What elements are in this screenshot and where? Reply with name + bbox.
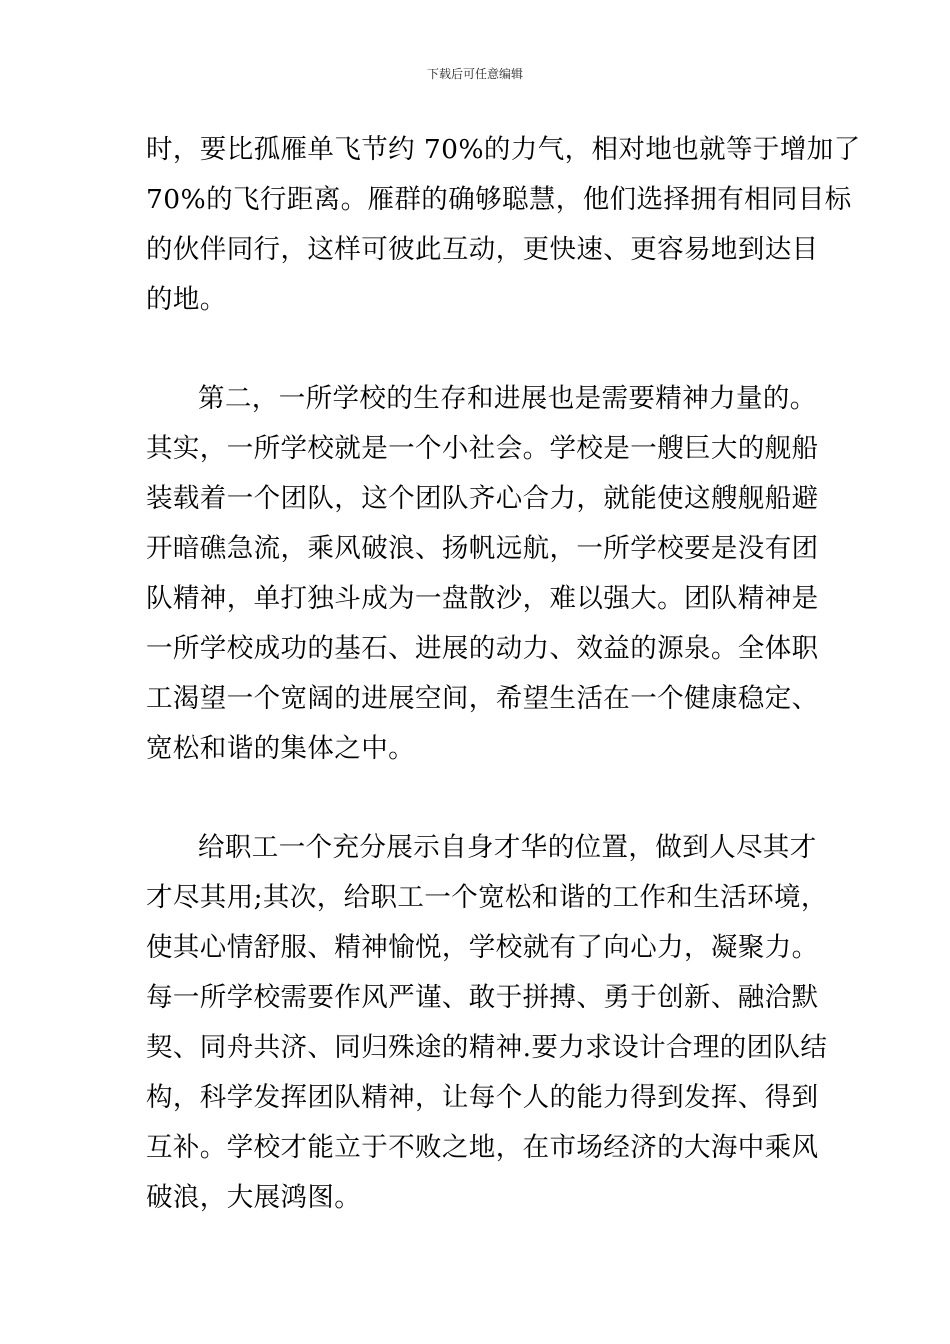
text-line: 开暗礁急流，乘风破浪、扬帆远航，一所学校要是没有团	[146, 533, 819, 564]
text-line: 才尽其用;其次，给职工一个宽松和谐的工作和生活环境，	[146, 882, 828, 913]
page-header-note: 下载后可任意编辑	[426, 67, 523, 81]
text-line: 的地。	[146, 284, 227, 315]
text-line: 70%的飞行距离。雁群的确够聪慧，他们选择拥有相同目标	[146, 184, 852, 215]
text-line: 其实，一所学校就是一个小社会。学校是一艘巨大的舰船	[146, 433, 819, 464]
text-line: 队精神，单打独斗成为一盘散沙，难以强大。团队精神是	[146, 583, 819, 614]
text-line: 互补。学校才能立于不败之地，在市场经济的大海中乘风	[146, 1132, 819, 1163]
text-line: 契、同舟共济、同归殊途的精神.要力求设计合理的团队结	[146, 1032, 828, 1063]
text-line: 每一所学校需要作风严谨、敢于拼搏、勇于创新、融洽默	[146, 982, 819, 1013]
text-line: 时，要比孤雁单飞节约 70%的力气，相对地也就等于增加了	[146, 134, 861, 165]
text-line: 第二，一所学校的生存和进展也是需要精神力量的。	[198, 383, 817, 414]
text-line: 的伙伴同行，这样可彼此互动，更快速、更容易地到达目	[146, 234, 819, 265]
text-line: 破浪，大展鸿图。	[146, 1182, 362, 1213]
text-line: 给职工一个充分展示自身才华的位置，做到人尽其才	[198, 832, 817, 863]
text-line: 使其心情舒服、精神愉悦，学校就有了向心力，凝聚力。	[146, 932, 819, 963]
text-line: 宽松和谐的集体之中。	[146, 733, 415, 764]
text-line: 一所学校成功的基石、进展的动力、效益的源泉。全体职	[146, 633, 819, 664]
text-line: 工渴望一个宽阔的进展空间，希望生活在一个健康稳定、	[146, 683, 819, 714]
text-line: 装载着一个团队，这个团队齐心合力，就能使这艘舰船避	[146, 483, 819, 514]
text-line: 构，科学发挥团队精神，让每个人的能力得到发挥、得到	[146, 1082, 819, 1113]
